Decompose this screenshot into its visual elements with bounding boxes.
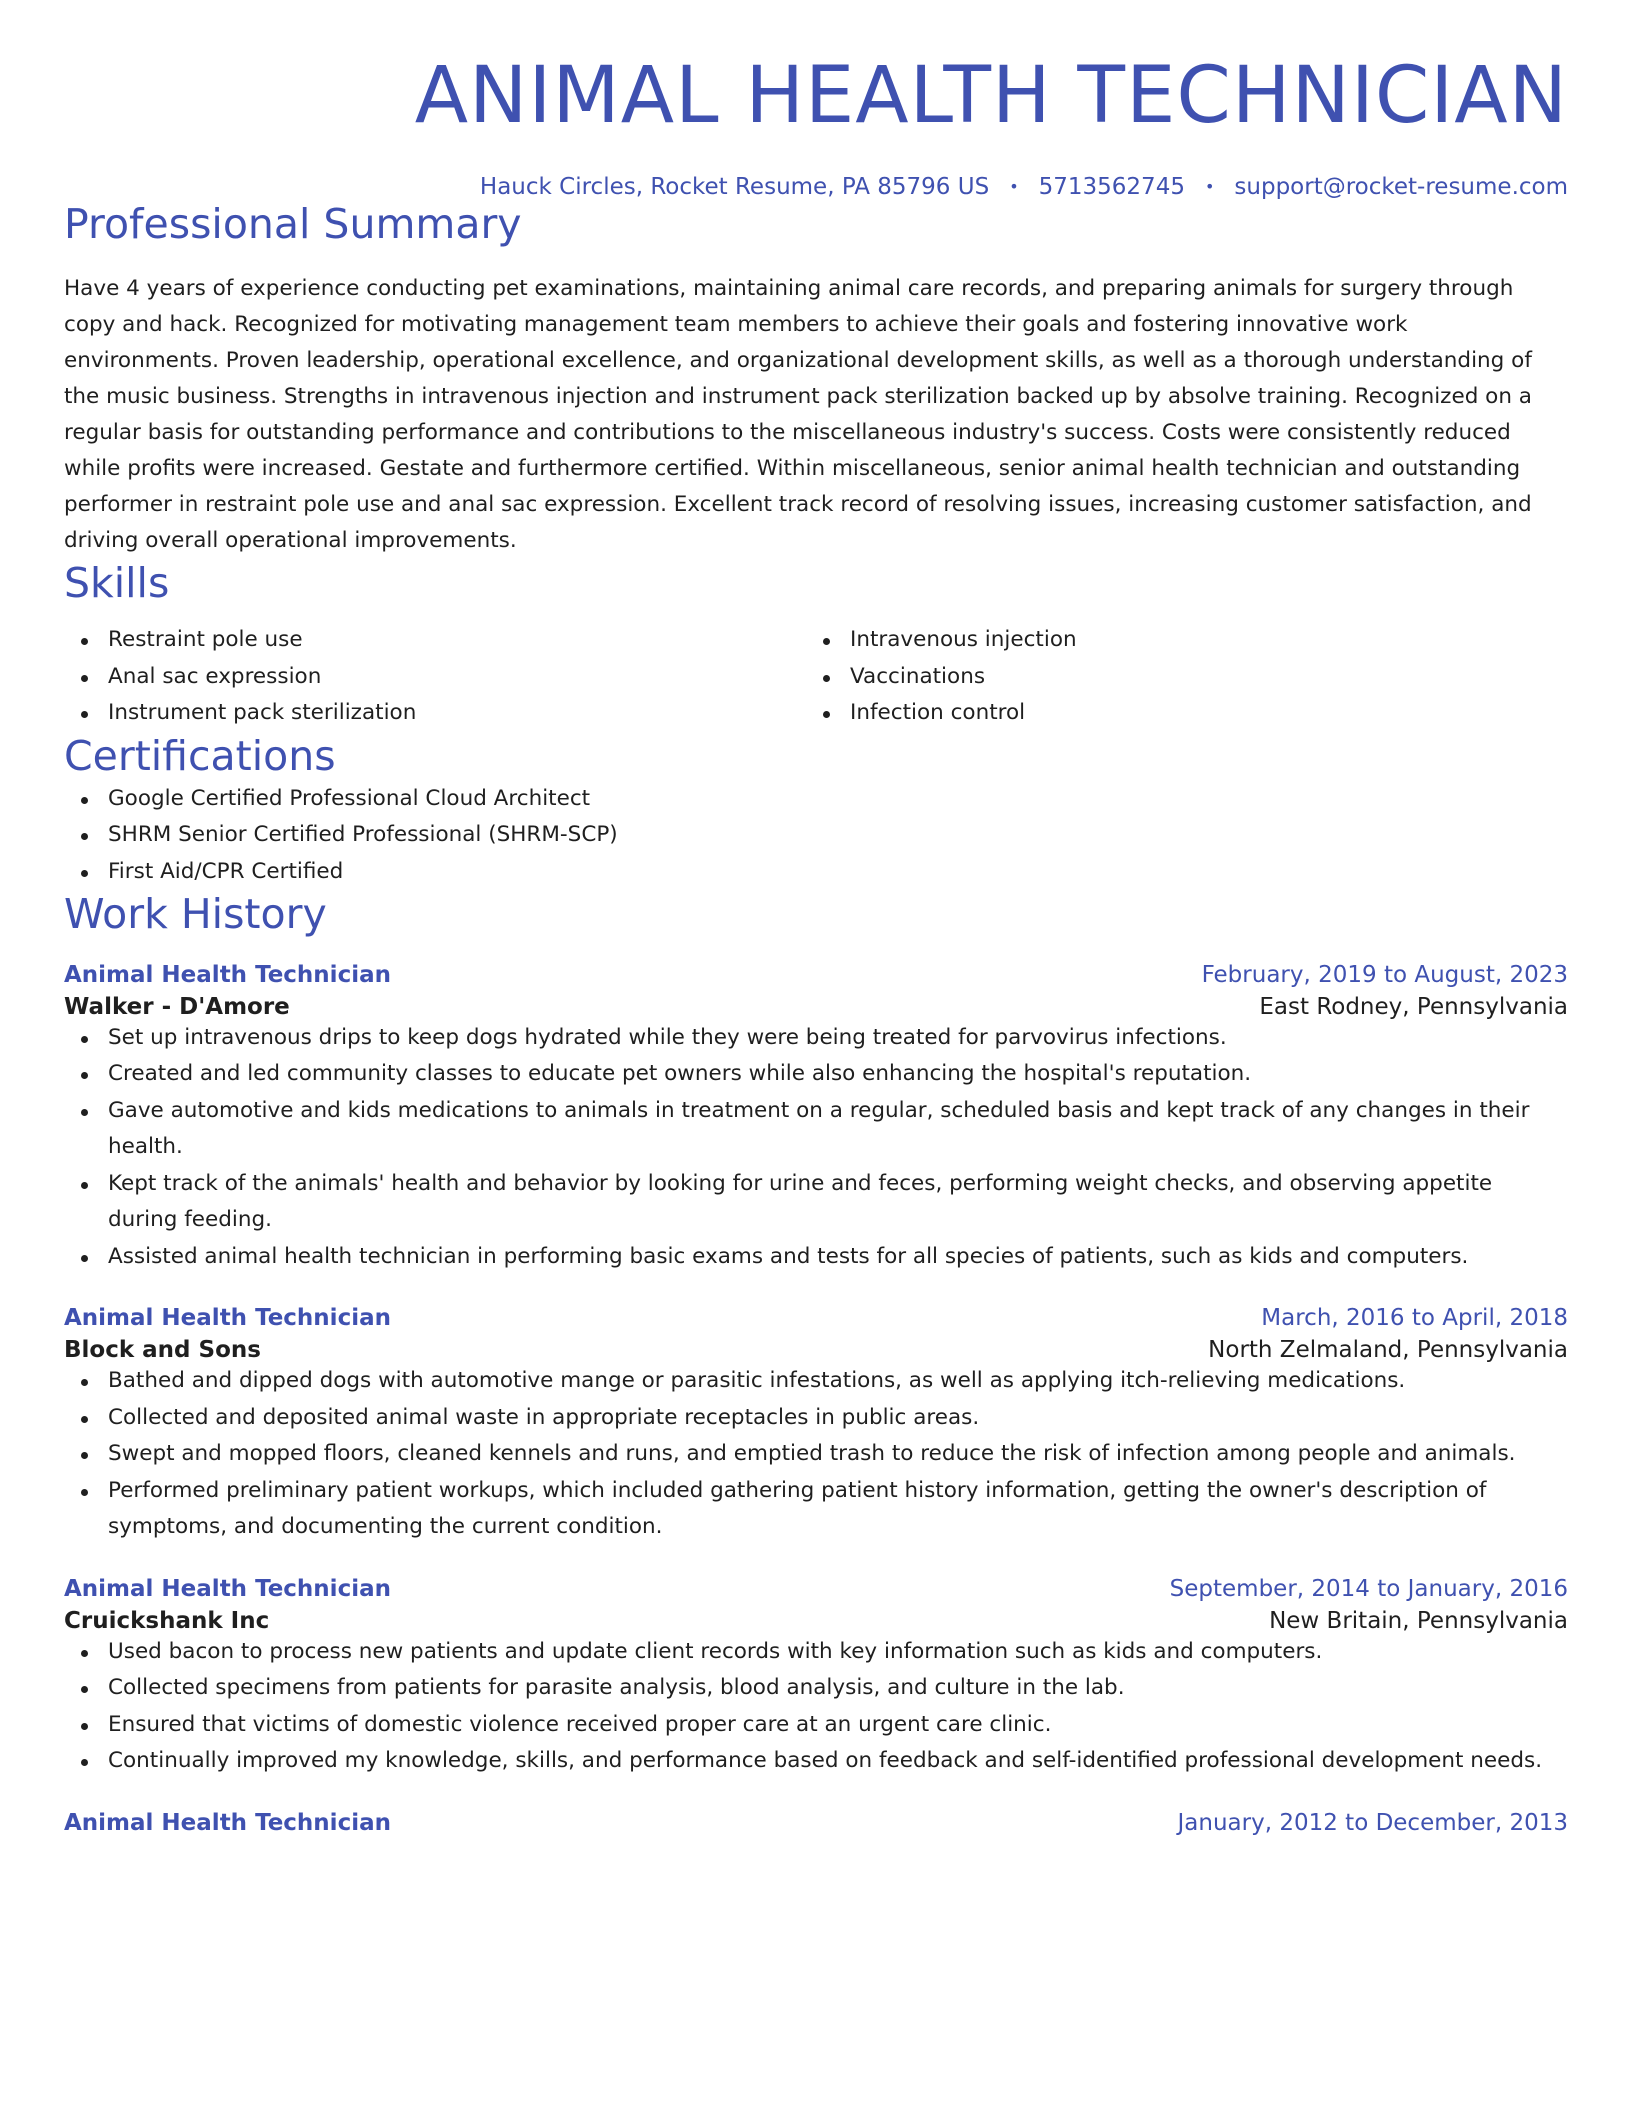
job-bullet: Continually improved my knowledge, skills, and performance based on feedback and self-identified professional development needs. <box>64 1743 1568 1780</box>
job-dates: February, 2019 to August, 2023 <box>1201 961 1568 988</box>
job-header-row <box>64 962 1568 988</box>
job-location: New Britain, Pennsylvania <box>1269 1607 1568 1634</box>
job-bullet: Gave automotive and kids medications to animals in treatment on a regular, scheduled basis and kept track of any changes in their health. <box>64 1093 1568 1166</box>
skill-item: Vaccinations <box>806 659 1548 696</box>
job-title: Animal Health Technician <box>64 961 391 988</box>
contact-line <box>64 174 1568 200</box>
skills-list-left <box>64 622 806 732</box>
contact-email: support@rocket-resume.com <box>1234 173 1568 200</box>
job-bullet: Collected and deposited animal waste in appropriate receptacles in public areas. <box>64 1400 1568 1437</box>
resume-header <box>64 51 1568 200</box>
certification-item: SHRM Senior Certified Professional (SHRM-SCP) <box>64 817 1568 854</box>
job-company: Cruickshank Inc <box>64 1607 270 1634</box>
job-dates: September, 2014 to January, 2016 <box>1169 1575 1568 1602</box>
skill-item: Intravenous injection <box>806 622 1548 659</box>
skill-item: Instrument pack sterilization <box>64 695 806 732</box>
summary-text: Have 4 years of experience conducting pet examinations, maintaining animal care records, and preparing animals for surgery through copy and hack. Recognized for motivating management team members to achieve their goals and fostering innovative work environments. Proven leadership, operational excellence, and organizational development skills, as well as a thorough understanding of the music business. Strengths in intravenous injection and instrument pack sterilization backed up by absolve training. Recognized on a regular basis for outstanding performance and contributions to the miscellaneous industry's success. Costs were consistently reduced while profits were increased. Gestate and furthermore certified. Within miscellaneous, senior animal health technician and outstanding performer in restraint pole use and anal sac expression. Excellent track record of resolving issues, increasing customer satisfaction, and driving overall operational improvements. <box>64 275 1532 553</box>
job-dates: March, 2016 to April, 2018 <box>1261 1305 1568 1332</box>
job-bullet: Performed preliminary patient workups, which included gathering patient history information, getting the owner's description of symptoms, and documenting the current condition. <box>64 1473 1568 1546</box>
job-bullet: Kept track of the animals' health and behavior by looking for urine and feces, performing weight checks, and observing appetite during feeding. <box>64 1166 1568 1239</box>
job-title: Animal Health Technician <box>64 1575 391 1602</box>
job-bullet: Swept and mopped floors, cleaned kennels and runs, and emptied trash to reduce the risk of infection among people and animals. <box>64 1436 1568 1473</box>
job-bullet: Set up intravenous drips to keep dogs hydrated while they were being treated for parvovirus infections. <box>64 1020 1568 1057</box>
job-company-row <box>64 994 1568 1020</box>
page-title: ANIMAL HEALTH TECHNICIAN <box>414 51 1568 141</box>
job-header-row <box>64 1810 1568 1836</box>
job-title: Animal Health Technician <box>64 1305 391 1332</box>
contact-phone: 5713562745 <box>1038 173 1185 200</box>
job-entry <box>64 1305 1568 1546</box>
certification-item: Google Certified Professional Cloud Architect <box>64 781 1568 818</box>
job-header-row <box>64 1305 1568 1331</box>
work-history-heading: Work History <box>64 890 327 939</box>
skills-list-right <box>806 622 1548 732</box>
job-bullet: Used bacon to process new patients and update client records with key information such as kids and computers. <box>64 1634 1568 1671</box>
separator-dot: • <box>1009 177 1019 197</box>
certifications-list <box>64 781 1568 891</box>
job-location: North Zelmaland, Pennsylvania <box>1208 1337 1568 1364</box>
job-bullet: Collected specimens from patients for parasite analysis, blood analysis, and culture in the lab. <box>64 1670 1568 1707</box>
job-bullets <box>64 1020 1568 1276</box>
job-dates: January, 2012 to December, 2013 <box>1177 1809 1568 1836</box>
job-title: Animal Health Technician <box>64 1809 391 1836</box>
job-location: East Rodney, Pennsylvania <box>1259 993 1568 1020</box>
skills-heading: Skills <box>64 558 170 607</box>
job-bullet: Ensured that victims of domestic violence received proper care at an urgent care clinic. <box>64 1707 1568 1744</box>
skill-item: Restraint pole use <box>64 622 806 659</box>
skills-grid <box>64 622 1568 732</box>
skill-item: Anal sac expression <box>64 659 806 696</box>
job-company-row <box>64 1337 1568 1363</box>
separator-dot: • <box>1204 177 1215 197</box>
certification-item: First Aid/CPR Certified <box>64 854 1568 891</box>
job-header-row <box>64 1576 1568 1602</box>
job-entry <box>64 1810 1568 1836</box>
certifications-heading: Certifications <box>64 731 336 780</box>
job-bullets <box>64 1634 1568 1780</box>
job-entry <box>64 962 1568 1276</box>
job-bullet: Assisted animal health technician in performing basic exams and tests for all species of patients, such as kids and computers. <box>64 1239 1568 1276</box>
job-company-row <box>64 1608 1568 1634</box>
job-entry <box>64 1576 1568 1780</box>
job-company: Block and Sons <box>64 1337 261 1364</box>
job-bullet: Bathed and dipped dogs with automotive mange or parasitic infestations, as well as applying itch-relieving medications. <box>64 1363 1568 1400</box>
job-bullet: Created and led community classes to educate pet owners while also enhancing the hospital's reputation. <box>64 1056 1568 1093</box>
job-company: Walker - D'Amore <box>64 993 290 1020</box>
skill-item: Infection control <box>806 695 1548 732</box>
summary-heading: Professional Summary <box>64 199 522 248</box>
job-bullets <box>64 1363 1568 1546</box>
contact-address: Hauck Circles, Rocket Resume, PA 85796 US <box>479 173 990 200</box>
